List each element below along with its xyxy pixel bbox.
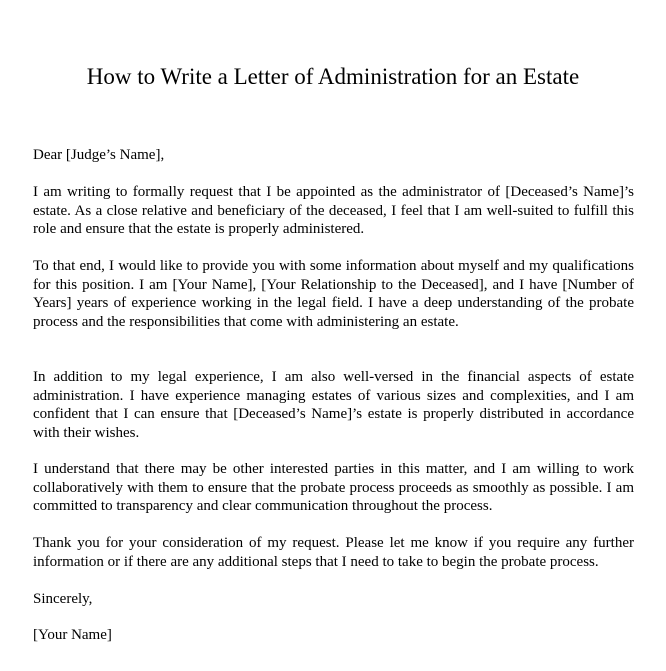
letter-paragraph-5: Thank you for your consideration of my request. Please let me know if you require any further information or if there are any additional steps that I need to take to begin the probate process. — [33, 535, 634, 570]
letter-paragraph-2: To that end, I would like to provide you with some information about myself and my qualifications for this position. I am [Your Name], [Your Relationship to the Deceased], and I have [Number of Years] years of experience working in the legal field. I have a deep understanding of the probate process and the responsibilities that come with administering an estate. — [33, 258, 634, 330]
document-title: How to Write a Letter of Administration for an Estate — [86, 64, 580, 89]
letter-paragraph-1: I am writing to formally request that I be appointed as the administrator of [Deceased’s Name]’s estate. As a close relative and beneficiary of the deceased, I feel that I am well-suited to fulfill this role and ensure that the estate is properly administered. — [33, 184, 634, 237]
letter-closing: Sincerely, — [33, 591, 93, 607]
letter-paragraph-3: In addition to my legal experience, I am also well-versed in the financial aspects of estate administration. I have experience managing estates of various sizes and complexities, and I am confident that I can ensure that [Deceased’s Name]’s estate is properly distributed in accordance with their wishes. — [33, 369, 634, 441]
letter-greeting: Dear [Judge’s Name], — [33, 147, 165, 163]
letter-signature: [Your Name] — [33, 627, 112, 643]
letter-paragraph-4: I understand that there may be other interested parties in this matter, and I am willing to work collaboratively with them to ensure that the probate process proceeds as smoothly as possible. I am committed to transparency and clear communication throughout the process. — [33, 461, 634, 514]
